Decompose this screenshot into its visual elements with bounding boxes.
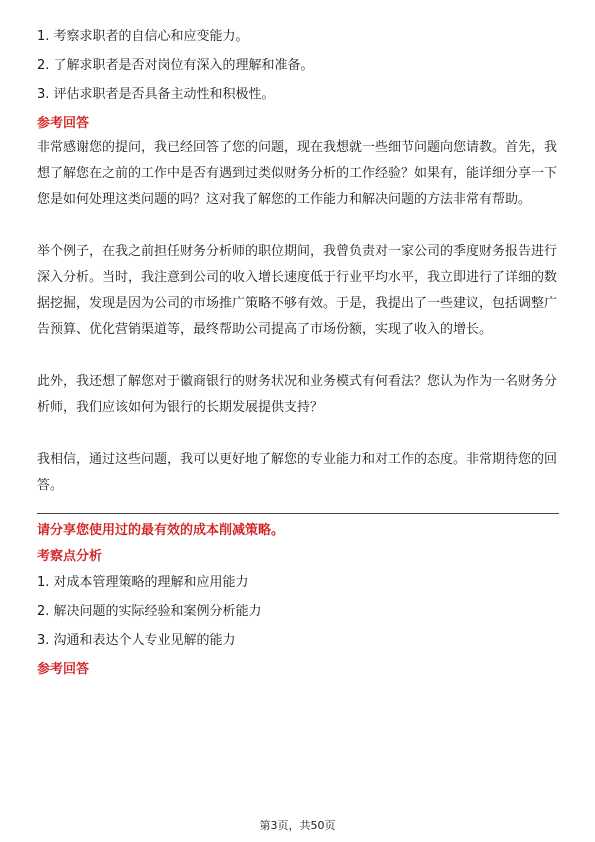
list-item: 2. 解决问题的实际经验和案例分析能力 [37,604,262,619]
answer-paragraph: 举个例子，在我之前担任财务分析师的职位期间，我曾负责对一家公司的季度财务报告进行深入分析。当时，我注意到公司的收入增长速度低于行业平均水平，我立即进行了详细的数据挖掘，发现是因为公司的市场推广策略不够有效。于是，我提出了一些建议，包括调整广告预算、优化营销渠道等，最终帮助公司提高了市场份额，实现了收入的增长。 [37,244,558,337]
answer-heading: 参考回答 [37,116,90,131]
answer-heading: 参考回答 [37,662,90,677]
interview-question: 请分享您使用过的最有效的成本削减策略。 [37,523,285,538]
answer-paragraph: 我相信，通过这些问题，我可以更好地了解您的专业能力和对工作的态度。非常期待您的回答。 [37,452,558,493]
list-item: 3. 沟通和表达个人专业见解的能力 [37,633,236,648]
analysis-list [37,574,559,650]
page-number: 第3页，共50页 [259,819,336,832]
list-item: 3. 评估求职者是否具备主动性和积极性。 [37,87,275,102]
evaluation-points-list [37,28,559,104]
answer-paragraph: 此外，我还想了解您对于徽商银行的财务状况和业务模式有何看法？您认为作为一名财务分析师，我们应该如何为银行的长期发展提供支持？ [37,374,558,415]
list-item: 1. 考察求职者的自信心和应变能力。 [37,29,249,44]
analysis-heading: 考察点分析 [37,549,103,564]
list-item: 1. 对成本管理策略的理解和应用能力 [37,575,249,590]
answer-paragraph: 非常感谢您的提问，我已经回答了您的问题，现在我想就一些细节问题向您请教。首先，我想了解您在之前的工作中是否有遇到过类似财务分析的工作经验？如果有，能详细分享一下您是如何处理这类问题的吗？这对我了解您的工作能力和解决问题的方法非常有帮助。 [37,140,558,207]
list-item: 2. 了解求职者是否对岗位有深入的理解和准备。 [37,58,314,73]
document-page [37,28,559,679]
